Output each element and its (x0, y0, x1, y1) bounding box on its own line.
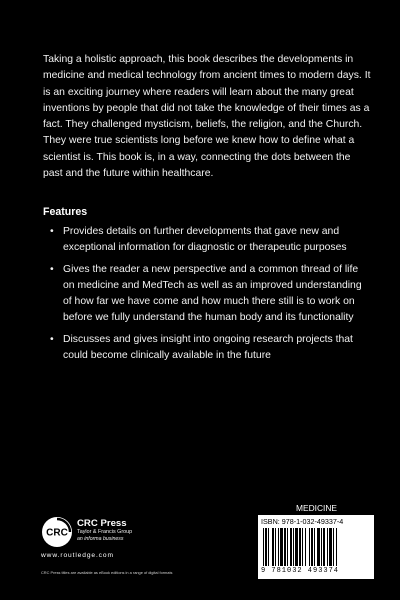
isbn-label: ISBN: 978-1-032-49337-4 (261, 517, 344, 526)
barcode-bar (295, 528, 298, 566)
barcode-bar (321, 528, 322, 566)
barcode-box (258, 515, 374, 579)
barcode-bar (265, 528, 267, 566)
barcode-bar (323, 528, 325, 566)
publisher-text (77, 518, 197, 543)
feature-item (50, 224, 372, 257)
barcode-bar (305, 528, 306, 566)
features-list (50, 224, 372, 369)
barcode-bar (284, 528, 286, 566)
feature-text: Discusses and gives insight into ongoing research projects that could become clinically available in the future (63, 333, 353, 362)
barcode-bar (280, 528, 283, 566)
crc-logo-icon (41, 516, 73, 548)
publisher-website: www.routledge.com (41, 552, 114, 559)
feature-text: Gives the reader a new perspective and a common thread of life on medicine and MedTech as well as an improved understanding of how far we have come and how much there still is to work on before we fully understand the human body and its functionality (63, 263, 362, 324)
publisher-business: an informa business (77, 536, 124, 542)
barcode-bar (268, 528, 269, 566)
crc-logo-text: CRC (46, 527, 68, 539)
feature-text: Provides details on further developments that gave new and exceptional information for diagnostic or therapeutic purposes (63, 226, 347, 254)
barcode-bar (272, 528, 274, 566)
barcode-bar (287, 528, 288, 566)
barcode-bar (329, 528, 332, 566)
barcode-digits: 9 781032 493374 (261, 567, 340, 575)
barcode-bar (290, 528, 292, 566)
barcode-bar (327, 528, 328, 566)
barcode-bar (302, 528, 303, 566)
barcode-bar (314, 528, 315, 566)
feature-item (50, 332, 372, 365)
barcode-bar (293, 528, 294, 566)
barcode-bar (309, 528, 310, 566)
book-description: Taking a holistic approach, this book describes the developments in medicine and medical technology from ancient times to modern days. It is an exciting journey where readers will learn about the many great inventions by people that did not take the knowledge of their times as a fact. They challenged mysticism, beliefs, the religion, and the Church. They were true scientists long before we knew how to define what a scientist is. This book is, in a way, connecting the dots between the past and the future within healthcare. (43, 54, 371, 180)
barcode-bar (311, 528, 313, 566)
barcode-bar (336, 528, 337, 566)
publisher-name: CRC Press (77, 518, 127, 529)
ebook-note: CRC Press titles are available as eBook editions in a range of digital formats (41, 570, 173, 575)
barcode-bar (275, 528, 276, 566)
barcode-bar (333, 528, 334, 566)
features-heading: Features (43, 206, 88, 218)
bullet-icon: • (50, 226, 54, 237)
bullet-icon: • (50, 333, 54, 345)
subject-category: MEDICINE (296, 503, 337, 513)
barcode-icon (262, 528, 370, 566)
barcode-bar (317, 528, 320, 566)
bullet-icon: • (50, 263, 54, 275)
barcode-bar (299, 528, 301, 566)
barcode-bar (278, 528, 279, 566)
feature-item (50, 262, 372, 327)
publisher-group: Taylor & Francis Group (77, 529, 133, 535)
barcode-bar (263, 528, 264, 566)
